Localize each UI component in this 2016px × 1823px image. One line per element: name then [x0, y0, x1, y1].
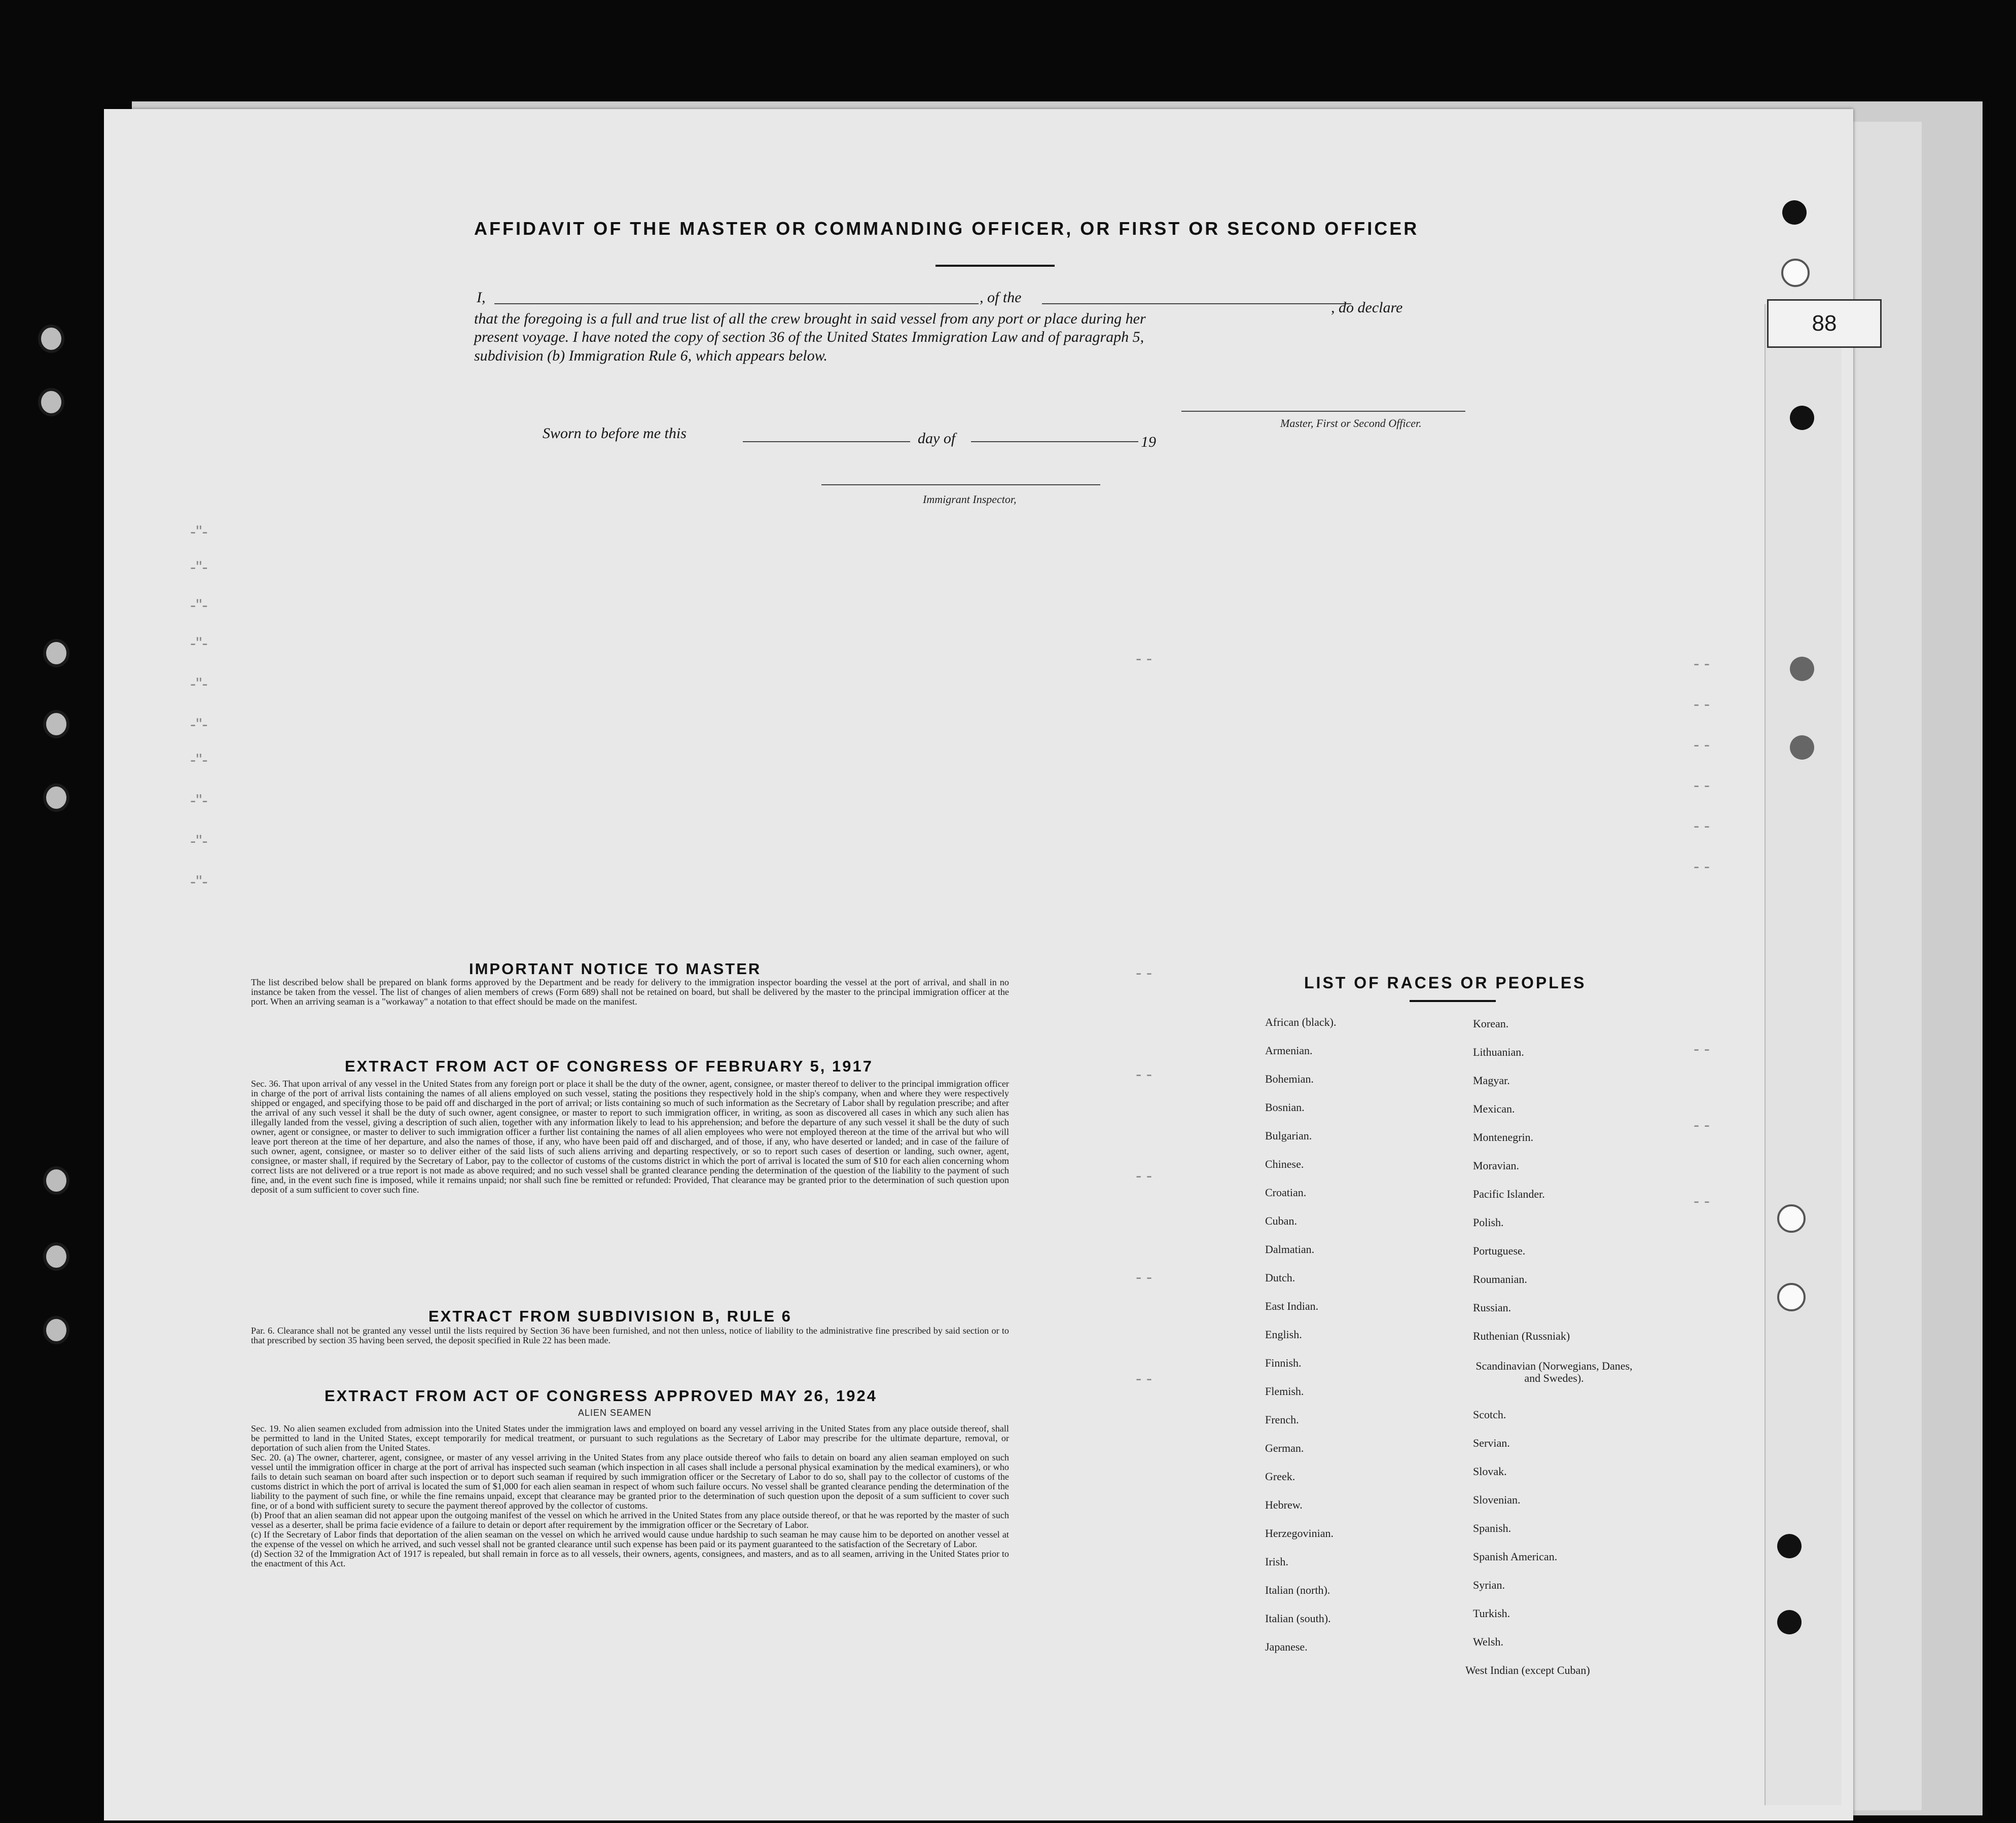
race-item: African (black).: [1265, 1016, 1337, 1028]
bleed-through-mark: - -: [1136, 1166, 1153, 1186]
race-item: East Indian.: [1265, 1300, 1319, 1312]
race-item: Scandinavian (Norwegians, Danes, and Swedes).: [1475, 1360, 1633, 1384]
binder-hole-icon: [43, 639, 69, 667]
inspector-signature-caption: Immigrant Inspector,: [923, 493, 1017, 506]
race-item: Welsh.: [1473, 1635, 1503, 1648]
race-item: Italian (south).: [1265, 1612, 1331, 1625]
bleed-through-mark: - -: [1136, 963, 1153, 983]
race-item: Scotch.: [1473, 1408, 1506, 1421]
bleed-through-mark: -"-: [190, 791, 208, 810]
race-item: Japanese.: [1265, 1640, 1308, 1653]
affidavit-title: AFFIDAVIT OF THE MASTER OR COMMANDING OFFICER, OR FIRST OR SECOND OFFICER: [474, 218, 1419, 239]
races-title: LIST OF RACES OR PEOPLES: [1304, 974, 1587, 992]
race-item: Dalmatian.: [1265, 1243, 1315, 1256]
extract-1924-sec20c: (c) If the Secretary of Labor finds that deportation of the alien seaman on the vessel on which he arrived would cause undue hardship to such seaman he may cause him to be deported on another vessel at the expense of the vessel on which he arrived, and such vessel shall not be granted clearance until such expense has been paid or its payment guaranteed to the satisfaction of the Secretary of Labor.: [251, 1529, 1009, 1549]
bleed-through-mark: - -: [1136, 1369, 1153, 1388]
bleed-through-mark: - -: [1136, 1268, 1153, 1287]
bleed-through-mark: - -: [1694, 776, 1710, 795]
year-prefix: 19: [1141, 434, 1156, 450]
inspector-signature-line: [821, 484, 1100, 485]
race-item: Irish.: [1265, 1555, 1288, 1568]
bleed-through-mark: -"-: [190, 596, 208, 615]
affidavit-line-1-start: I,: [477, 289, 486, 306]
bleed-through-mark: -"-: [190, 558, 208, 577]
master-signature-line: [1181, 411, 1465, 412]
extract-1924-sec20a: Sec. 20. (a) The owner, charterer, agent, consignee, or master of any vessel arriving in the United States from any place outside thereof who fails to detain on board any alien seaman employed on such vessel until the immigration officer in charge at the port of arrival has inspected such seaman (which inspection in all cases shall include a personal physical examination by the medical examiners), or who fails to detain such seaman on board after such inspection or to deport such seaman if required by such immigration officer or the Secretary of Labor to do so, shall pay to the collector of customs of the customs district in which the port of arrival is located the sum of $1,000 for each alien seaman in respect of whom such failure occurs. No vessel shall be granted clearance pending the determination of the liability to the payment of such fine, or while the fine remains unpaid, except that clearance may be granted prior to the determination of such question upon the deposit of a sum sufficient to cover such fine, or of a bond with sufficient surety to secure the payment thereof approved by the collector of customs.: [251, 1452, 1009, 1511]
race-item: Bohemian.: [1265, 1073, 1314, 1085]
binder-hole-icon: [1781, 259, 1810, 287]
extract-1924-title: EXTRACT FROM ACT OF CONGRESS APPROVED MAY 26, 1924: [325, 1387, 877, 1405]
title-underline: [935, 265, 1055, 267]
day-blank-line: [743, 441, 910, 442]
extract-1924-sec20d: (d) Section 32 of the Immigration Act of 1917 is repealed, but shall remain in force as to all vessels, their owners, agents, consignees, and masters, and as to all seamen, arriving in the United States prior to the enactment of this Act.: [251, 1549, 1009, 1568]
page-edge-strip: [1765, 304, 1842, 1805]
race-item: Syrian.: [1473, 1579, 1505, 1591]
race-item: Lithuanian.: [1473, 1046, 1524, 1058]
bleed-through-mark: -"-: [190, 750, 208, 770]
binder-hole-icon: [43, 1166, 69, 1195]
race-item: Hebrew.: [1265, 1498, 1303, 1511]
races-title-underline: [1410, 1000, 1496, 1002]
day-of-text: day of: [918, 430, 956, 447]
race-item: Servian.: [1473, 1437, 1510, 1449]
race-item: Bosnian.: [1265, 1101, 1305, 1114]
binder-hole-icon: [1790, 657, 1814, 681]
binder-hole-icon: [1777, 1204, 1806, 1233]
bleed-through-mark: - -: [1694, 816, 1710, 836]
race-item: Dutch.: [1265, 1271, 1295, 1284]
race-item: Spanish American.: [1473, 1550, 1558, 1563]
race-item: German.: [1265, 1442, 1304, 1454]
bleed-through-mark: - -: [1694, 857, 1710, 876]
race-item: Magyar.: [1473, 1074, 1510, 1087]
extract-1917-text: Sec. 36. That upon arrival of any vessel in the United States from any foreign port or place it shall be the duty of the owner, agent, consignee, or master thereof to deliver to the principal immigration officer in charge of the port of arrival lists containing the names of all aliens employed on such vessel, stating the positions they respectively hold in the ship's company, when and where they were respectively shipped or engaged, and specifying those to be paid off and discharged in the port of arrival; or lists containing so much of such information as the Secretary of Labor shall by regulation prescribe; and after the arrival of any such vessel it shall be the duty of such owner, agent consignee, or master to report to such immigration officer, in writing, as soon as discovered all cases in which any such alien has illegally landed from the vessel, giving a description of such alien, together with any information likely to lead to his apprehension; and before the departure of any such vessel it shall be the duty of such owner, agent or consignee, or master to deliver to such immigration officer a further list containing the names of all alien employees who were not employed thereon at the time of the arrival but who will leave port thereon at the time of her departure, and also the names of those, if any, who have been paid off and discharged, and of those, if any, who have deserted or landed; and in case of the failure of such owner, agent, consignee, or master so to deliver either of the said lists of such aliens arriving and departing respectively, or so to report such cases of desertion or landing, such owner, agent, consignee, or master shall, if required by the Secretary of Labor, pay to the collector of customs of the customs district in which the port of arrival is located the sum of $10 for each alien concerning whom correct lists are not delivered or a true report is not made as above required; and no such vessel shall be granted clearance pending the determination of the question of the liability to the payment of such fine, and, in the event such fine is imposed, while it remains unpaid; nor shall such fine be remitted or refunded: Provided, That clearance may be granted prior to the determination of such question upon deposit of a sum sufficient to cover such fine.: [251, 1079, 1009, 1195]
bleed-through-mark: - -: [1136, 649, 1153, 668]
race-item: Spanish.: [1473, 1522, 1511, 1534]
race-item: Herzegovinian.: [1265, 1527, 1334, 1540]
binder-hole-icon: [1777, 1610, 1802, 1634]
bleed-through-mark: - -: [1694, 695, 1710, 714]
race-item: Mexican.: [1473, 1102, 1515, 1115]
master-signature-caption: Master, First or Second Officer.: [1280, 417, 1422, 430]
race-item: Portuguese.: [1473, 1244, 1526, 1257]
race-item: Bulgarian.: [1265, 1129, 1312, 1142]
sworn-text: Sworn to before me this: [543, 425, 687, 442]
binder-hole-icon: [1777, 1534, 1802, 1558]
binder-hole-icon: [43, 710, 69, 738]
race-item: Moravian.: [1473, 1159, 1520, 1172]
extract-1917-title: EXTRACT FROM ACT OF CONGRESS OF FEBRUARY 5, 1917: [345, 1057, 873, 1075]
race-item: Montenegrin.: [1473, 1131, 1534, 1143]
extract-1924-paragraph: [251, 1424, 1009, 1568]
bleed-through-mark: - -: [1136, 1065, 1153, 1084]
race-item: Roumanian.: [1473, 1273, 1527, 1285]
page-number: 88: [1767, 299, 1882, 348]
race-item: Pacific Islander.: [1473, 1188, 1545, 1200]
race-item: English.: [1265, 1328, 1302, 1341]
vessel-blank-line: [1042, 303, 1351, 304]
bleed-through-mark: -"-: [190, 715, 208, 734]
race-item: Turkish.: [1473, 1607, 1510, 1620]
affidavit-line-1-mid: , of the: [980, 289, 1022, 306]
race-item: Polish.: [1473, 1216, 1504, 1229]
binder-hole-icon: [38, 325, 64, 353]
race-item: Korean.: [1473, 1017, 1509, 1030]
race-item: Flemish.: [1265, 1385, 1304, 1398]
bleed-through-mark: -"-: [190, 832, 208, 851]
affidavit-line-1-end: , do declare: [1331, 299, 1403, 316]
race-item: Italian (north).: [1265, 1584, 1330, 1596]
race-item: Russian.: [1473, 1301, 1511, 1314]
extract-1924-sec19: Sec. 19. No alien seamen excluded from admission into the United States under the immigration laws and employed on board any vessel arriving in the United States from any place outside thereof, shall be permitted to land in the United States, except temporarily for medical treatment, or pursuant to such regulations as the Secretary of Labor may prescribe for the ultimate departure, removal, or deportation of such alien from the United States.: [251, 1423, 1009, 1453]
race-item: Chinese.: [1265, 1158, 1304, 1170]
race-item: Armenian.: [1265, 1044, 1313, 1057]
binder-hole-icon: [43, 1242, 69, 1271]
binder-hole-icon: [1790, 735, 1814, 760]
bleed-through-mark: - -: [1694, 735, 1710, 755]
extract-rule6-title: EXTRACT FROM SUBDIVISION B, RULE 6: [428, 1307, 792, 1325]
binder-hole-icon: [1777, 1283, 1806, 1311]
race-item: Ruthenian (Russniak): [1473, 1330, 1570, 1342]
binder-hole-icon: [43, 783, 69, 812]
bleed-through-mark: - -: [1694, 654, 1710, 673]
bleed-through-mark: -"-: [190, 674, 208, 694]
month-blank-line: [971, 441, 1138, 442]
affidavit-line-4: subdivision (b) Immigration Rule 6, which appears below.: [474, 347, 827, 364]
race-item: Finnish.: [1265, 1356, 1302, 1369]
extract-rule6-text: Par. 6. Clearance shall not be granted any vessel until the lists required by Section 36 have been furnished, and not then unless, notice of liability to the administrative fine prescribed by said section or to that prescribed by section 35 having been served, the deposit specified in Rule 22 has been made.: [251, 1326, 1009, 1345]
bleed-through-mark: -"-: [190, 634, 208, 653]
name-blank-line: [494, 303, 979, 304]
extract-1924-sec20b: (b) Proof that an alien seaman did not appear upon the outgoing manifest of the vessel on which he arrived in the United States from any place outside thereof, or that he was reported by the master of such vessel as a deserter, shall be prima facie evidence of a failure to detain or deport after requirement by the immigration officer or the Secretary of Labor.: [251, 1510, 1009, 1530]
race-item: Slovak.: [1473, 1465, 1507, 1478]
bleed-through-mark: -"-: [190, 522, 208, 542]
bleed-through-mark: - -: [1694, 1116, 1710, 1135]
binder-hole-icon: [38, 388, 64, 416]
notice-title: IMPORTANT NOTICE TO MASTER: [469, 960, 762, 978]
notice-text: The list described below shall be prepared on blank forms approved by the Department and be ready for delivery to the immigration inspector boarding the vessel at the port of arrival, and shall in no instance be taken from the vessel. The list of changes of alien members of crews (Form 689) shall not be retained on board, but shall be delivered by the master to the principal immigration officer at the port. When an arriving seaman is a "workaway" a notation to that effect should be made on the manifest.: [251, 977, 1009, 1007]
race-item: Greek.: [1265, 1470, 1295, 1483]
extract-1924-subtitle: ALIEN SEAMEN: [578, 1408, 652, 1418]
binder-hole-icon: [1790, 406, 1814, 430]
bleed-through-mark: - -: [1694, 1192, 1710, 1211]
affidavit-line-2: that the foregoing is a full and true list of all the crew brought in said vessel from any port or place during her: [474, 310, 1146, 327]
race-item: West Indian (except Cuban): [1465, 1664, 1590, 1676]
race-item: French.: [1265, 1413, 1299, 1426]
race-item: Croatian.: [1265, 1186, 1307, 1199]
race-item: Cuban.: [1265, 1214, 1297, 1227]
race-item: Slovenian.: [1473, 1493, 1521, 1506]
bleed-through-mark: -"-: [190, 872, 208, 891]
binder-hole-icon: [43, 1316, 69, 1344]
binder-hole-icon: [1782, 200, 1807, 225]
affidavit-line-3: present voyage. I have noted the copy of section 36 of the United States Immigration Law and of paragraph 5,: [474, 329, 1144, 345]
bleed-through-mark: - -: [1694, 1040, 1710, 1059]
